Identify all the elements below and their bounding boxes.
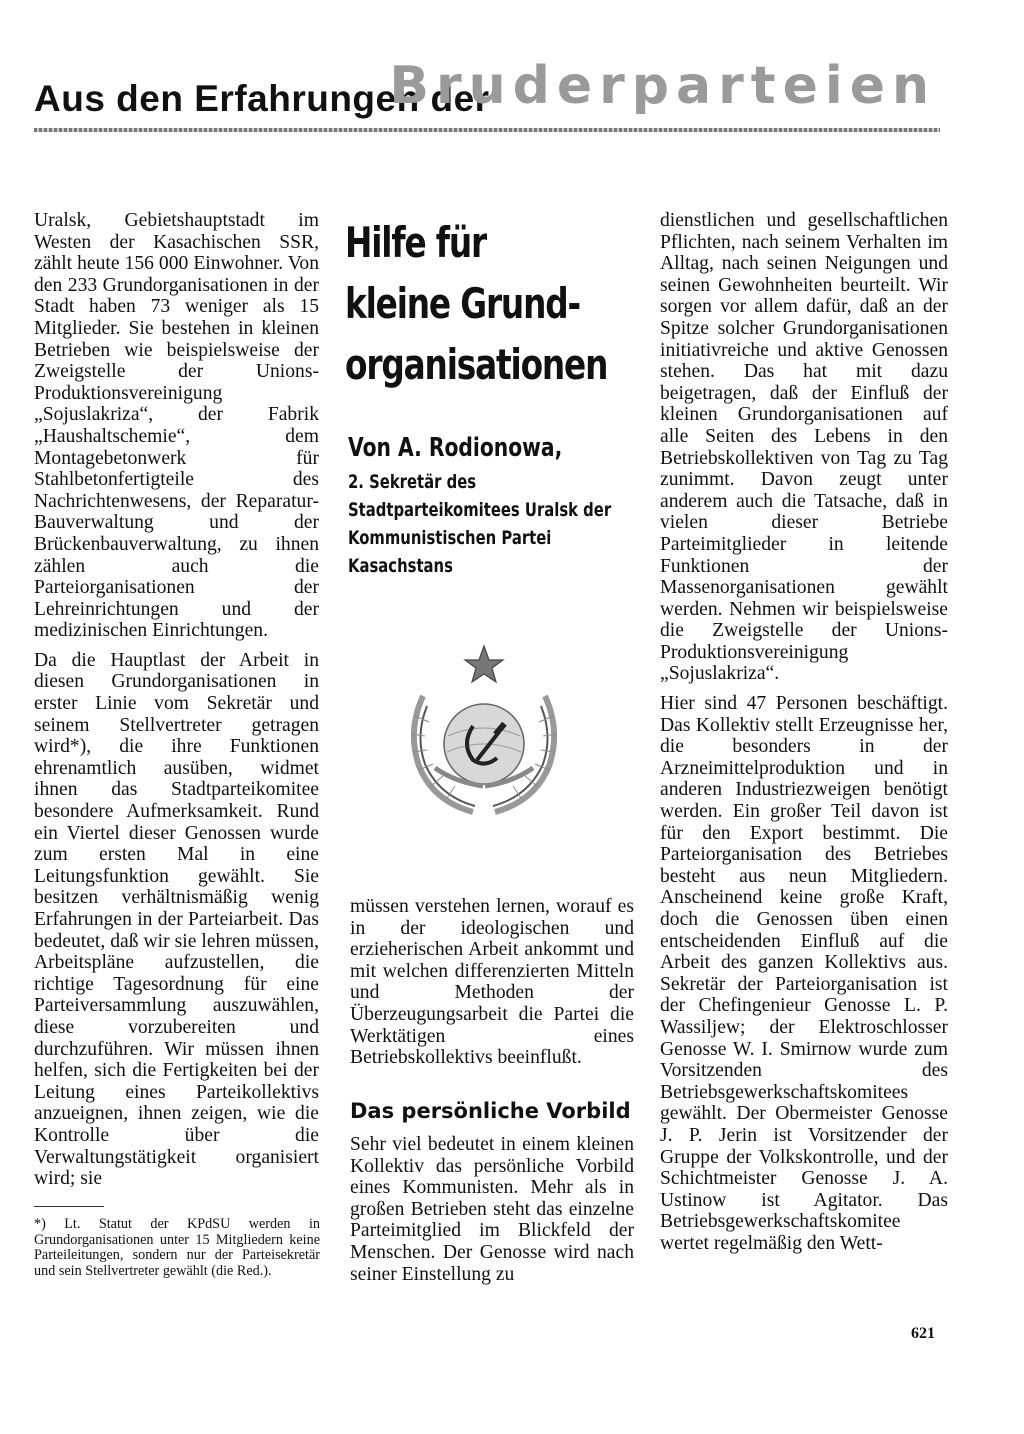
soviet-state-emblem-icon xyxy=(393,636,575,824)
byline xyxy=(348,430,637,580)
section-header-left: Aus den Erfahrungen der xyxy=(34,78,490,119)
paragraph: Sehr viel bedeutet in einem kleinen Kollektiv das persönliche Vorbild eines Kommunisten. Mehr als in großen Betrieben steht das einzelne Parteimitglied im Blickfeld der Menschen. Der Genosse wird nach seiner Einstellung zu xyxy=(350,1134,634,1285)
paragraph: müssen verstehen lernen, worauf es in der ideologischen und erzieherischen Arbeit ankommt und mit welchen differenzierten Mitteln und Methoden der Überzeugungsarbeit die Partei die Werktätigen eines Betriebskollektivs beeinflußt. xyxy=(350,896,634,1069)
footnote: *) Lt. Statut der KPdSU werden in Grundorganisationen unter 15 Mitgliedern keine Parteileitungen, sondern nur der Parteisekretär und sein Stellvertreter gewählt (die Red.). xyxy=(34,1216,320,1279)
section-header-right: Bruderparteien xyxy=(389,56,936,116)
page-number: 621 xyxy=(911,1325,935,1342)
column-2-continued xyxy=(350,1134,634,1285)
byline-role-line: Stadtparteikomitees Uralsk der xyxy=(348,499,612,521)
paragraph: dienstlichen und gesellschaftlichen Pflichten, nach seinem Verhalten im Alltag, nach seinen Neigungen und seinen Gewohnheiten beurteilt. Wir sorgen vor allem dafür, daß an der Spitze solcher Grundorganisationen initiativreiche und aktive Genossen stehen. Das hat mit dazu beigetragen, daß der Einfluß der kleinen Grundorganisationen auf alle Seiten des Lebens in den Betriebskollektiven von Tag zu Tag zunimmt. Davon zeugt unter anderem auch die Tatsache, daß in vielen dieser Betriebe Parteimitglieder in leitende Funktionen der Massenorganisationen gewählt werden. Nehmen wir beispielsweise die Zweigstelle der Unions-Produktionsvereinigung „Sojuslakriza“. xyxy=(660,210,948,685)
byline-role-line: 2. Sekretär des xyxy=(348,471,477,493)
article-title xyxy=(345,212,634,395)
title-line: organisationen xyxy=(345,340,608,389)
section-header xyxy=(34,56,940,136)
header-divider xyxy=(34,128,940,132)
byline-role-line: Kommunistischen Partei Kasachstans xyxy=(348,527,552,577)
paragraph: Da die Hauptlast der Arbeit in diesen Grundorganisationen in erster Linie vom Sekretär und seinem Stellvertreter getragen wird*), die ihre Funktionen ehrenamtlich ausüben, widmet ihnen das Stadtparteikomitee besondere Aufmerksamkeit. Rund ein Viertel dieser Genossen wurde zum ersten Mal in eine Leitungsfunktion gewählt. Sie besitzen verhältnismäßig wenig Erfahrungen in der Parteiarbeit. Das bedeutet, daß wir sie lehren müssen, Arbeitspläne aufzustellen, die richtige Tagesordnung für eine Parteiversammlung auszuwählen, diese vorzubereiten und durchzuführen. Wir müssen ihnen helfen, sich die Fertigkeiten bei der Leitung eines Parteikollektivs anzueignen, ihnen zeigen, wie die Kontrolle über die Verwaltungstätigkeit organisiert wird; sie xyxy=(34,649,319,1190)
column-1 xyxy=(34,210,319,1190)
byline-role xyxy=(348,468,637,580)
section-subheading: Das persönliche Vorbild xyxy=(350,1099,631,1123)
column-2 xyxy=(350,896,634,1069)
footnote-divider xyxy=(34,1206,104,1207)
byline-author: Von A. Rodionowa, xyxy=(348,433,563,463)
column-3 xyxy=(660,210,948,1255)
title-line: Hilfe für xyxy=(345,218,486,267)
paragraph: Uralsk, Gebietshauptstadt im Westen der Kasachischen SSR, zählt heute 156 000 Einwohner. Von den 233 Grundorganisationen in der Stadt haben 73 weniger als 15 Mitglieder. Sie bestehen in kleinen Betrieben wie beispielsweise der Zweigstelle der Unions-Produktionsvereinigung „Sojuslakriza“, der Fabrik „Haushaltschemie“, dem Montagebetonwerk für Stahlbetonfertigteile des Nachrichtenwesens, der Reparatur-Bauverwaltung und der Brückenbauverwaltung, zu ihnen zählen auch die Parteiorganisationen der Lehreinrichtungen und der medizinischen Einrichtungen. xyxy=(34,210,319,642)
paragraph: Hier sind 47 Personen beschäftigt. Das Kollektiv stellt Erzeugnisse her, die besonders in der Arzneimittelproduktion und in anderen Industriezweigen benötigt werden. Ein großer Teil davon ist für den Export bestimmt. Die Parteiorganisation des Betriebes besteht aus neun Mitgliedern. Anscheinend keine große Kraft, doch die Genossen üben einen entscheidenden Einfluß auf die Arbeit des ganzen Kollektivs aus. Sekretär der Parteiorganisation ist der Chefingenieur Genosse L. P. Wassiljew; der Elektroschlosser Genosse W. I. Smirnow wurde zum Vorsitzenden des Betriebsgewerkschaftskomitees gewählt. Der Obermeister Genosse J. P. Jerin ist Vorsitzender der Gruppe der Volkskontrolle, und der Schichtmeister Genosse J. A. Ustinow ist Agitator. Das Betriebsgewerkschaftskomitee wertet regelmäßig den Wett- xyxy=(660,693,948,1254)
title-line: kleine Grund- xyxy=(345,279,580,328)
